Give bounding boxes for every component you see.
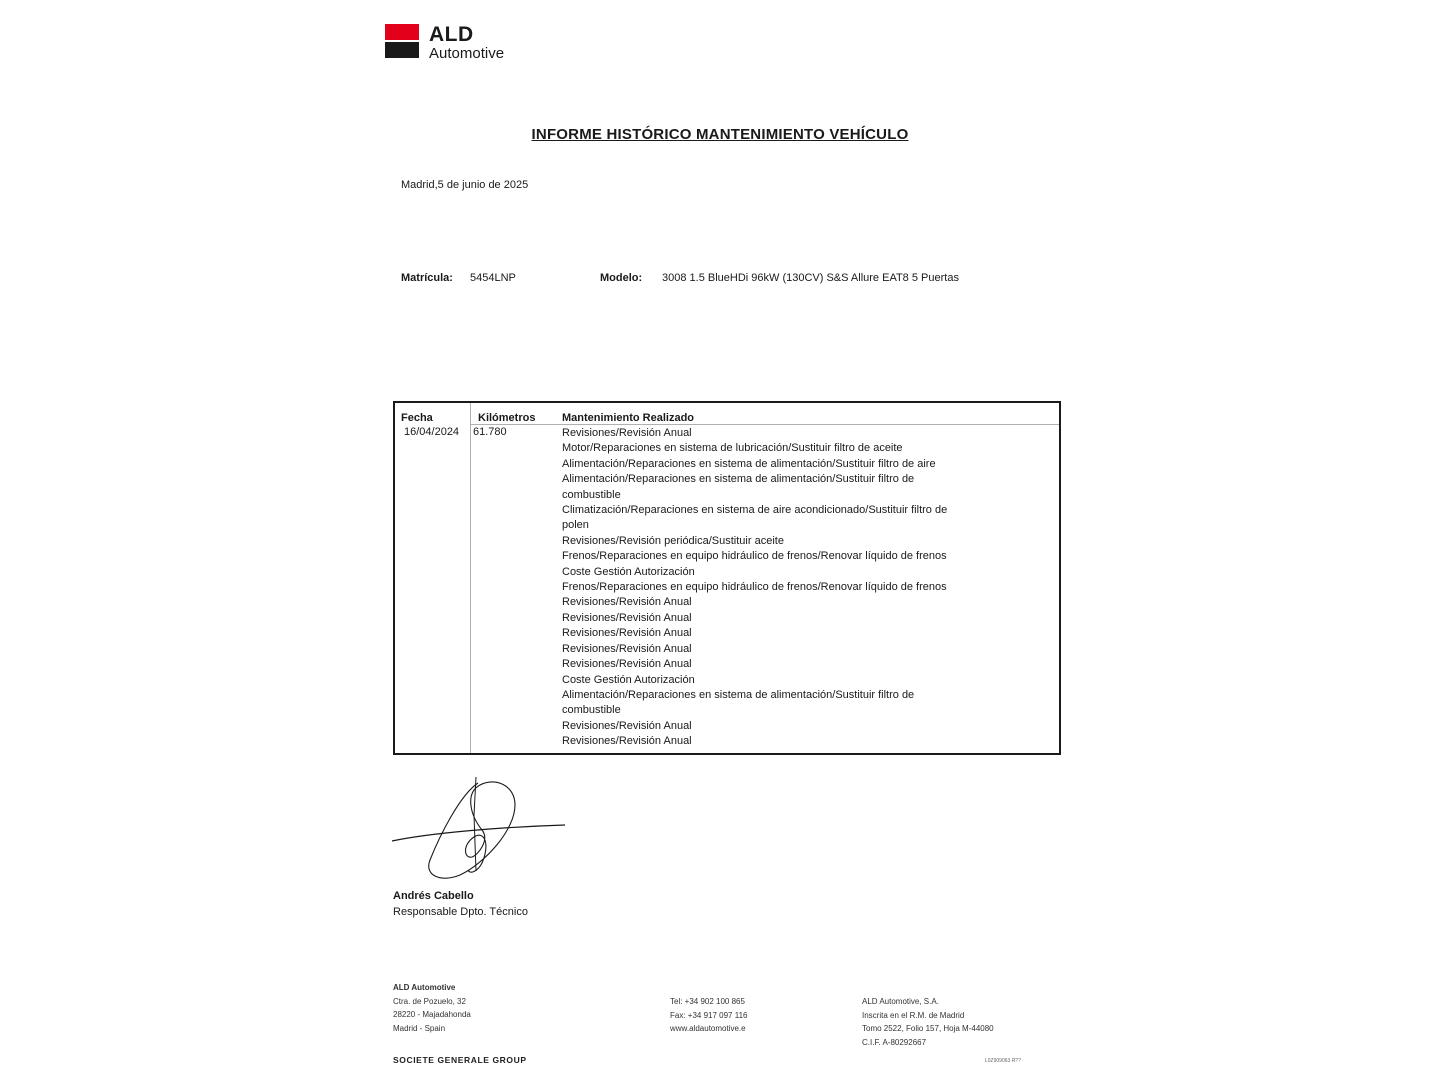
footer-website: www.aldautomotive.e <box>670 1024 746 1033</box>
report-title: INFORME HISTÓRICO MANTENIMIENTO VEHÍCULO <box>531 126 909 143</box>
header-maintenance: Mantenimiento Realizado <box>562 412 695 424</box>
maintenance-item: Frenos/Reparaciones en equipo hidráulico de frenos/Renovar líquido de frenos <box>562 550 947 563</box>
model-label: Modelo: <box>600 272 643 284</box>
maintenance-item: Revisiones/Revisión Anual <box>562 735 692 748</box>
maintenance-item: polen <box>562 519 589 532</box>
maintenance-item: Revisiones/Revisión Anual <box>562 596 692 609</box>
footer-address-line: 28220 - Majadahonda <box>393 1010 471 1019</box>
logo-text <box>429 24 504 61</box>
footer-legal-line: Inscrita en el R.M. de Madrid <box>862 1010 965 1020</box>
maintenance-item: combustible <box>562 488 621 501</box>
maintenance-item: Coste Gestión Autorización <box>562 565 695 578</box>
plate-label: Matrícula: <box>401 272 453 284</box>
footer-address-line: Madrid - Spain <box>393 1023 446 1033</box>
maintenance-item: Alimentación/Reparaciones en sistema de alimentación/Sustituir filtro de <box>562 688 915 701</box>
signer-name: Andrés Cabello <box>393 890 474 902</box>
footer-address-line: Ctra. de Pozuelo, 32 <box>393 996 466 1006</box>
maintenance-item: Revisiones/Revisión Anual <box>562 627 692 640</box>
footer-address-block <box>393 981 471 1035</box>
footer-fax: Fax: +34 917 097 116 <box>670 1010 748 1020</box>
footer-contact-block <box>670 995 747 1036</box>
maintenance-item: Revisiones/Revisión Anual <box>562 719 692 732</box>
maintenance-item: Motor/Reparaciones en sistema de lubricación/Sustituir filtro de aceite <box>562 442 903 455</box>
maintenance-item: Alimentación/Reparaciones en sistema de alimentación/Sustituir filtro de aire <box>562 457 936 470</box>
ald-automotive-logo <box>385 24 504 61</box>
maintenance-items-list <box>562 426 947 750</box>
maintenance-item: Revisiones/Revisión periódica/Sustituir aceite <box>562 534 784 547</box>
model-value: 3008 1.5 BlueHDi 96kW (130CV) S&S Allure EAT8 5 Puertas <box>662 272 959 284</box>
footer-reference: L0Z909063 R?? <box>985 1058 1021 1064</box>
footer-company: ALD Automotive <box>393 983 456 992</box>
logo-mark-red <box>385 24 419 40</box>
logo-line-automotive: Automotive <box>429 45 505 62</box>
header-km: Kilómetros <box>478 412 536 424</box>
maintenance-item: Frenos/Reparaciones en equipo hidráulico de frenos/Renovar líquido de frenos <box>562 581 947 594</box>
maintenance-table <box>393 401 1061 755</box>
maintenance-item: Revisiones/Revisión Anual <box>562 611 692 624</box>
header-date: Fecha <box>401 412 433 424</box>
signer-role: Responsable Dpto. Técnico <box>393 906 528 918</box>
maintenance-item: Revisiones/Revisión Anual <box>562 642 692 655</box>
footer-group-name: SOCIETE GENERALE GROUP <box>393 1055 527 1065</box>
footer-phone: Tel: +34 902 100 865 <box>670 997 745 1006</box>
plate-value: 5454LNP <box>470 272 516 284</box>
logo-line-ald: ALD <box>429 23 474 46</box>
record-date: 16/04/2024 <box>404 426 460 438</box>
footer-legal-line: ALD Automotive, S.A. <box>862 997 939 1006</box>
signature-icon <box>390 775 570 885</box>
report-date: Madrid,5 de junio de 2025 <box>401 179 529 191</box>
maintenance-item: Revisiones/Revisión Anual <box>562 658 692 671</box>
footer-legal-line: C.I.F. A-80292667 <box>862 1037 927 1047</box>
record-km: 61.780 <box>473 426 507 438</box>
logo-mark-black <box>385 42 419 58</box>
column-separator <box>470 403 471 753</box>
maintenance-item: combustible <box>562 704 621 717</box>
header-underline <box>470 424 1059 425</box>
maintenance-item: Alimentación/Reparaciones en sistema de alimentación/Sustituir filtro de <box>562 473 915 486</box>
footer-legal-block <box>862 995 994 1049</box>
maintenance-item: Revisiones/Revisión Anual <box>562 427 692 439</box>
footer-legal-line: Tomo 2522, Folio 157, Hoja M-44080 <box>862 1024 994 1033</box>
maintenance-item: Climatización/Reparaciones en sistema de aire acondicionado/Sustituir filtro de <box>562 504 948 517</box>
logo-mark-icon <box>385 24 419 58</box>
maintenance-item: Coste Gestión Autorización <box>562 673 695 686</box>
